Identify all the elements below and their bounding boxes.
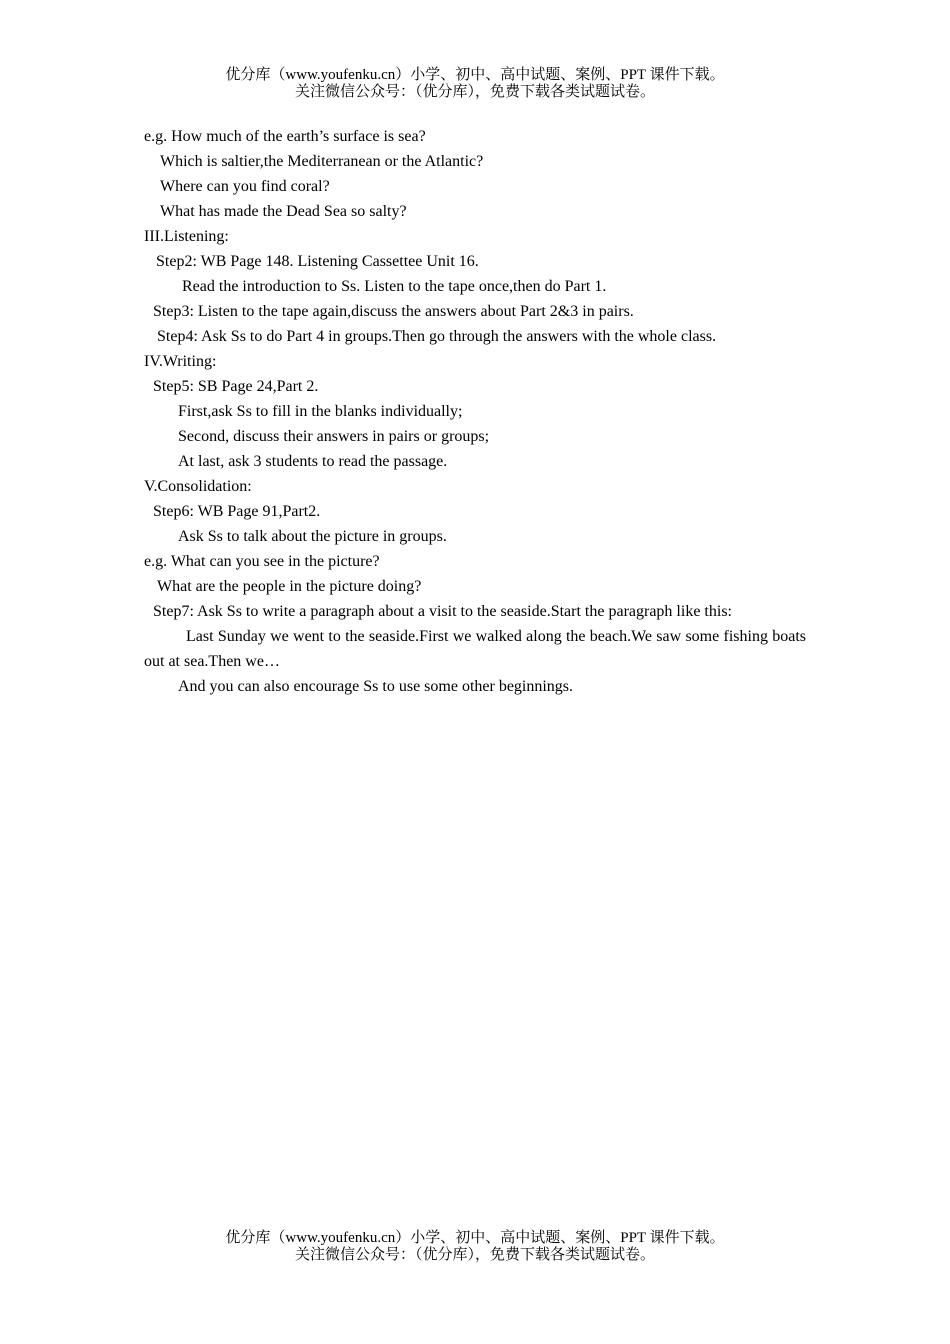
example-question: e.g. What can you see in the picture? (144, 553, 380, 570)
example-question: e.g. How much of the earth’s surface is sea? (144, 128, 426, 145)
example-question: Where can you find coral? (160, 178, 330, 195)
step-2-detail: Read the introduction to Ss. Listen to the tape once,then do Part 1. (182, 278, 607, 295)
step-2: Step2: WB Page 148. Listening Cassettee Unit 16. (156, 253, 479, 270)
section-heading-writing: IV.Writing: (144, 353, 217, 370)
step-7-note: And you can also encourage Ss to use some other beginnings. (178, 678, 574, 695)
step-4: Step4: Ask Ss to do Part 4 in groups.Then go through the answers with the whole class. (157, 328, 717, 345)
step-5-instruction: At last, ask 3 students to read the passage. (178, 453, 448, 470)
step-5: Step5: SB Page 24,Part 2. (153, 378, 319, 395)
section-heading-listening: III.Listening: (144, 228, 229, 245)
example-question: Which is saltier,the Mediterranean or the Atlantic? (160, 153, 484, 170)
step-6-detail: Ask Ss to talk about the picture in groups. (178, 528, 447, 545)
example-question: What has made the Dead Sea so salty? (160, 203, 407, 220)
section-heading-consolidation: V.Consolidation: (144, 478, 252, 495)
page-header (0, 67, 950, 101)
header-line-1: 优分库（www.youfenku.cn）小学、初中、高中试题、案例、PPT 课件下载。 (225, 67, 725, 83)
example-question: What are the people in the picture doing? (157, 578, 422, 595)
document-body (144, 124, 806, 699)
step-7: Step7: Ask Ss to write a paragraph about a visit to the seaside.Start the paragraph like this: (153, 603, 732, 620)
page-footer (0, 1230, 950, 1264)
footer-line-2: 关注微信公众号：（优分库），免费下载各类试题试卷。 (294, 1247, 655, 1263)
step-5-instruction: First,ask Ss to fill in the blanks individually; (178, 403, 463, 420)
step-6: Step6: WB Page 91,Part2. (153, 503, 321, 520)
step-7-sample-paragraph: Last Sunday we went to the seaside.First we walked along the beach.We saw some fishing boats out at sea.Then we… (144, 628, 806, 670)
step-5-instruction: Second, discuss their answers in pairs or groups; (178, 428, 490, 445)
footer-line-1: 优分库（www.youfenku.cn）小学、初中、高中试题、案例、PPT 课件下载。 (225, 1230, 725, 1246)
header-line-2: 关注微信公众号：（优分库），免费下载各类试题试卷。 (294, 84, 655, 100)
step-3: Step3: Listen to the tape again,discuss the answers about Part 2&3 in pairs. (153, 303, 634, 320)
